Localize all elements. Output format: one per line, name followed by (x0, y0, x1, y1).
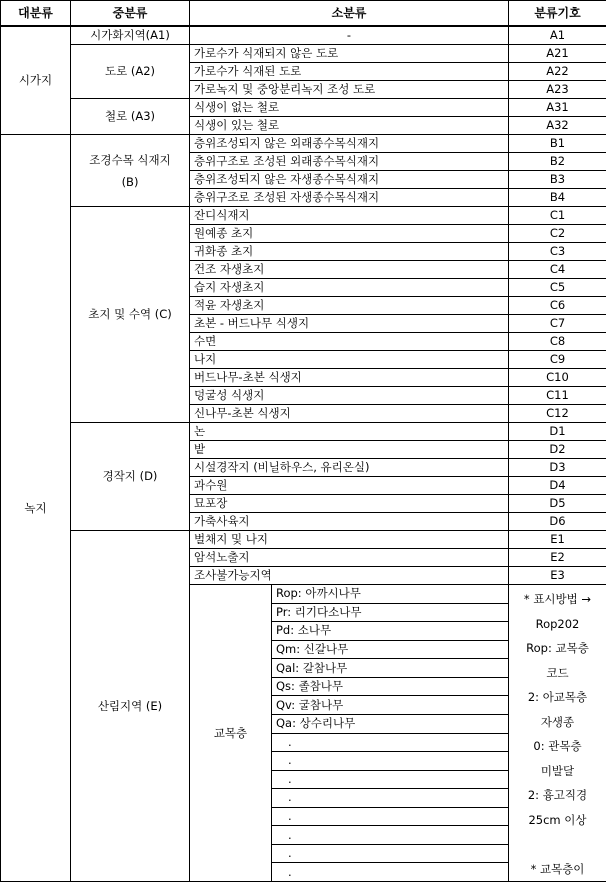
header-major: 대분류 (1, 1, 71, 27)
code-b4: B4 (509, 189, 606, 207)
header-minor: 소분류 (190, 1, 509, 27)
code-c3: C3 (509, 243, 606, 261)
middle-a1: 시가화지역(A1) (71, 26, 190, 45)
minor-c8: 수면 (190, 333, 509, 351)
species-10: . (272, 770, 509, 789)
species-14: . (272, 844, 509, 863)
minor-a21: 가로수가 식재되지 않은 도로 (190, 45, 509, 63)
middle-d: 경작지 (D) (71, 423, 190, 531)
minor-d5: 묘포장 (190, 495, 509, 513)
minor-a22: 가로수가 식재된 도로 (190, 63, 509, 81)
minor-a32: 식생이 있는 철로 (190, 117, 509, 135)
note-line-8: 2: 흉고직경 (509, 783, 606, 808)
code-c6: C6 (509, 297, 606, 315)
note-line-2: Rop: 교목층 (509, 636, 606, 661)
species-1: Pr: 리기다소나무 (272, 603, 509, 622)
code-c1: C1 (509, 207, 606, 225)
minor-c1: 잔디식재지 (190, 207, 509, 225)
minor-a1: - (190, 26, 509, 45)
notation-note (509, 585, 606, 882)
code-c11: C11 (509, 387, 606, 405)
code-c9: C9 (509, 351, 606, 369)
minor-c3: 귀화종 초지 (190, 243, 509, 261)
minor-d2: 밭 (190, 441, 509, 459)
code-e2: E2 (509, 549, 606, 567)
minor-d3: 시설경작지 (비닐하우스, 유리온실) (190, 459, 509, 477)
middle-e: 산림지역 (E) (71, 531, 190, 882)
code-e1: E1 (509, 531, 606, 549)
middle-a3: 철로 (A3) (71, 99, 190, 135)
code-c12: C12 (509, 405, 606, 423)
code-d3: D3 (509, 459, 606, 477)
note-line-3: 코드 (509, 661, 606, 686)
species-6: Qv: 굴참나무 (272, 696, 509, 715)
species-0: Rop: 아까시나무 (272, 585, 509, 604)
code-a21: A21 (509, 45, 606, 63)
code-d4: D4 (509, 477, 606, 495)
minor-c7: 초본 - 버드나무 식생지 (190, 315, 509, 333)
minor-c5: 습지 자생초지 (190, 279, 509, 297)
species-9: . (272, 752, 509, 771)
minor-e1: 벌채지 및 나지 (190, 531, 509, 549)
minor-c2: 원예종 초지 (190, 225, 509, 243)
minor-b3: 층위조성되지 않은 자생종수목식재지 (190, 171, 509, 189)
species-3: Qm: 신갈나무 (272, 640, 509, 659)
species-2: Pd: 소나무 (272, 622, 509, 641)
code-a31: A31 (509, 99, 606, 117)
species-5: Qs: 졸참나무 (272, 677, 509, 696)
header-middle: 중분류 (71, 1, 190, 27)
code-e3: E3 (509, 567, 606, 585)
code-c4: C4 (509, 261, 606, 279)
code-d1: D1 (509, 423, 606, 441)
code-c7: C7 (509, 315, 606, 333)
species-15: . (272, 863, 509, 882)
minor-d1: 논 (190, 423, 509, 441)
code-b1: B1 (509, 135, 606, 153)
species-7: Qa: 상수리나무 (272, 714, 509, 733)
minor-c4: 건조 자생초지 (190, 261, 509, 279)
major-urban: 시가지 (1, 26, 71, 135)
header-row (1, 1, 606, 27)
middle-b (71, 135, 190, 207)
minor-e2: 암석노출지 (190, 549, 509, 567)
middle-a2: 도로 (A2) (71, 45, 190, 99)
note-line-4: 2: 아교목층 (509, 685, 606, 710)
code-b2: B2 (509, 153, 606, 171)
major-green: 녹지 (1, 135, 71, 882)
species-8: . (272, 733, 509, 752)
minor-b2: 층위구조로 조성된 외래종수목식재지 (190, 153, 509, 171)
species-4: Qal: 갈참나무 (272, 659, 509, 678)
minor-a23: 가로녹지 및 중앙분리녹지 조성 도로 (190, 81, 509, 99)
code-d5: D5 (509, 495, 606, 513)
note-line-11: * 교목층이 (509, 857, 606, 882)
middle-b-line2: (B) (71, 171, 189, 193)
code-b3: B3 (509, 171, 606, 189)
code-c10: C10 (509, 369, 606, 387)
note-line-9: 25cm 이상 (509, 808, 606, 833)
minor-d6: 가축사육지 (190, 513, 509, 531)
code-a1: A1 (509, 26, 606, 45)
minor-e3: 조사불가능지역 (190, 567, 509, 585)
code-a23: A23 (509, 81, 606, 99)
note-line-0: * 표시방법 → (509, 587, 606, 612)
species-11: . (272, 789, 509, 808)
tree-layer-label: 교목층 (190, 585, 272, 882)
middle-b-line1: 조경수목 식재지 (71, 149, 189, 171)
code-a32: A32 (509, 117, 606, 135)
code-d2: D2 (509, 441, 606, 459)
header-code: 분류기호 (509, 1, 606, 27)
minor-c10: 버드나무-초본 식생지 (190, 369, 509, 387)
minor-c9: 나지 (190, 351, 509, 369)
species-12: . (272, 807, 509, 826)
code-c8: C8 (509, 333, 606, 351)
code-a22: A22 (509, 63, 606, 81)
minor-b1: 층위조성되지 않은 외래종수목식재지 (190, 135, 509, 153)
note-line-5: 자생종 (509, 710, 606, 735)
note-line-10 (509, 832, 606, 857)
code-d6: D6 (509, 513, 606, 531)
code-c2: C2 (509, 225, 606, 243)
minor-a31: 식생이 없는 철로 (190, 99, 509, 117)
middle-c: 초지 및 수역 (C) (71, 207, 190, 423)
minor-b4: 층위구조로 조성된 자생종수목식재지 (190, 189, 509, 207)
note-line-1: Rop202 (509, 612, 606, 637)
minor-c6: 적윤 자생초지 (190, 297, 509, 315)
minor-c11: 덩굴성 식생지 (190, 387, 509, 405)
species-13: . (272, 826, 509, 845)
code-c5: C5 (509, 279, 606, 297)
minor-c12: 신나무-초본 식생지 (190, 405, 509, 423)
note-line-7: 미발달 (509, 759, 606, 784)
note-line-6: 0: 관목층 (509, 734, 606, 759)
minor-d4: 과수원 (190, 477, 509, 495)
